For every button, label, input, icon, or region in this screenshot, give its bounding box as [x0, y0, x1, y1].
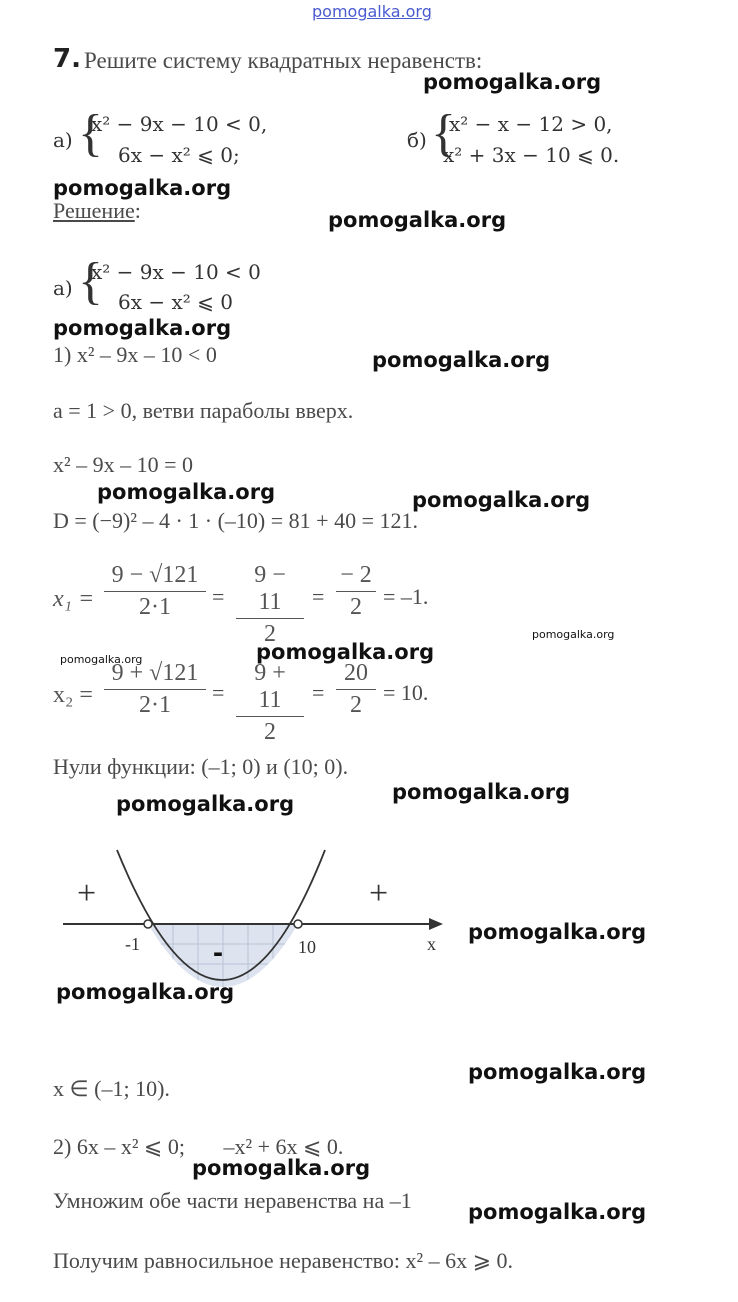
- solution-a-label: а): [53, 276, 73, 300]
- x1-f3-den: 2: [350, 594, 362, 620]
- watermark: pomogalka.org: [53, 176, 232, 200]
- watermark-small: pomogalka.org: [532, 628, 615, 641]
- axis-x-label: x: [427, 934, 436, 954]
- task-b-line2: x² + 3x − 10 ⩽ 0.: [443, 143, 620, 167]
- watermark: pomogalka.org: [423, 70, 602, 94]
- task-b-brace: {: [431, 105, 456, 162]
- x2-f1-num: 9 + √121: [111, 660, 199, 686]
- task-b-line1: x² − x − 12 > 0,: [449, 112, 613, 136]
- solution-heading: [53, 198, 141, 224]
- site-link[interactable]: pomogalka.org: [312, 2, 432, 21]
- x2-f3-num: 20: [344, 660, 368, 686]
- watermark: pomogalka.org: [412, 488, 591, 512]
- watermark: pomogalka.org: [192, 1156, 371, 1180]
- x2-fraction-1: [104, 660, 206, 719]
- task-a-line1: x² − 9x − 10 < 0,: [91, 112, 268, 136]
- x1-f2-num: 9 − 11: [254, 562, 286, 615]
- x2-result: = 10.: [383, 680, 429, 705]
- watermark: pomogalka.org: [116, 792, 295, 816]
- x2-f1-den: 2·1: [139, 692, 171, 718]
- x2-f2-den: 2: [264, 719, 276, 745]
- task-a-brace: {: [78, 105, 103, 162]
- x1-fraction-1: [104, 562, 206, 621]
- answer1-text: x ∈ (–1; 10).: [53, 1076, 170, 1101]
- x2-eq2: =: [312, 680, 325, 705]
- x1-fraction-3: [336, 562, 376, 621]
- solution-a-line1: x² − 9x − 10 < 0: [91, 260, 261, 284]
- task-number: 7.: [53, 44, 81, 74]
- watermark: pomogalka.org: [328, 208, 507, 232]
- task-a-line2: 6x − x² ⩽ 0;: [118, 143, 240, 167]
- plus-right: +: [369, 875, 389, 912]
- x-axis-arrow: [429, 918, 443, 930]
- solution-a-brace: {: [78, 253, 103, 310]
- x1-f2-den: 2: [264, 621, 276, 647]
- x2-eq1: =: [212, 680, 225, 705]
- watermark: pomogalka.org: [468, 1200, 647, 1224]
- watermark: pomogalka.org: [56, 980, 235, 1004]
- root-left-point: [144, 920, 152, 928]
- discriminant-text: D = (−9)² – 4 · 1 · (–10) = 81 + 40 = 121.: [53, 508, 418, 533]
- x1-result: = –1.: [383, 584, 429, 609]
- watermark: pomogalka.org: [392, 780, 571, 804]
- zeros-text: Нули функции: (–1; 0) и (10; 0).: [53, 754, 349, 779]
- equation-text: x² – 9x – 10 = 0: [53, 452, 194, 477]
- step2-text: 2) 6x – x² ⩽ 0; –x² + 6x ⩽ 0.: [53, 1134, 344, 1159]
- minus-sign: -: [213, 936, 223, 969]
- watermark: pomogalka.org: [53, 316, 232, 340]
- x2-lhs: x₂ =: [53, 682, 93, 708]
- root-right-point: [294, 920, 302, 928]
- watermark: pomogalka.org: [372, 348, 551, 372]
- x1-f3-num: − 2: [340, 562, 372, 588]
- branches-text: a = 1 > 0, ветви параболы вверх.: [53, 398, 354, 423]
- x1-fraction-2: [236, 562, 304, 648]
- x1-eq1: =: [212, 584, 225, 609]
- task-a-label: а): [53, 128, 73, 152]
- plus-left: +: [77, 875, 97, 912]
- watermark: pomogalka.org: [97, 480, 276, 504]
- solution-heading-colon: :: [134, 198, 141, 223]
- watermark: pomogalka.org: [256, 640, 435, 664]
- task-title: Решите систему квадратных неравенств:: [84, 48, 483, 73]
- root-left-label: -1: [125, 934, 140, 954]
- watermark: pomogalka.org: [468, 1060, 647, 1084]
- multiply-text: Умножим обе части неравенства на –1: [53, 1188, 412, 1213]
- x1-eq2: =: [312, 584, 325, 609]
- step1: 1) x² – 9x – 10 < 0: [53, 342, 217, 367]
- x2-f3-den: 2: [350, 692, 362, 718]
- equivalent-text: Получим равносильное неравенство: x² – 6x ⩾ 0.: [53, 1248, 514, 1273]
- x2-f2-num: 9 + 11: [254, 660, 286, 713]
- solution-heading-text: Решение: [53, 198, 135, 223]
- solution-a-line2: 6x − x² ⩽ 0: [118, 290, 233, 314]
- x1-f1-den: 2·1: [139, 594, 171, 620]
- root-right-label: 10: [298, 937, 316, 957]
- x1-lhs: x₁ =: [53, 586, 95, 612]
- watermark: pomogalka.org: [468, 920, 647, 944]
- watermark-small: pomogalka.org: [60, 653, 143, 666]
- x2-fraction-2: [236, 660, 304, 746]
- task-b-label: б): [407, 128, 427, 152]
- x2-fraction-3: [336, 660, 376, 719]
- x1-f1-num: 9 − √121: [111, 562, 199, 588]
